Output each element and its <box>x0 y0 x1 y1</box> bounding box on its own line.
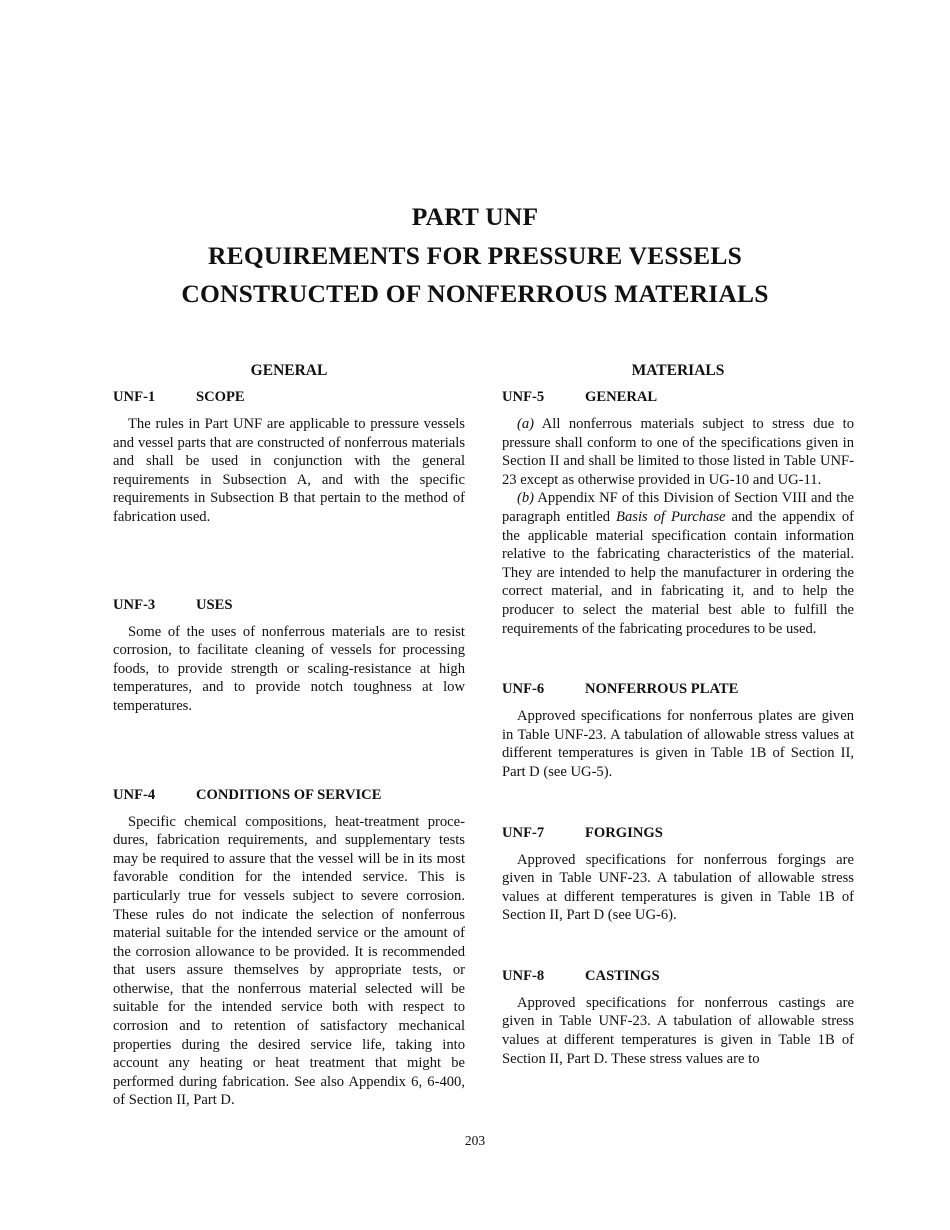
paragraph-b-label: (b) <box>517 490 535 507</box>
section-unf-7 <box>502 824 854 925</box>
section-unf-5 <box>502 388 854 638</box>
page-title <box>0 198 950 314</box>
right-column <box>502 360 854 1068</box>
section-number: UNF-8 <box>502 967 545 984</box>
section-paragraph: Some of the uses of nonferrous materials are to resist corrosion, to facilitate cleaning of vessels for processing foods, to provide strength or scaling-resistance at high temperatures, and to provide notch toughness at low temperatures. <box>113 623 465 714</box>
paragraph-a-text: All nonferrous materials subject to stress due to pressure shall conform to one of the specifications given in Section II and shall be limited to those listed in Table UNF-23 except as otherwise provided in UG-10 and UG-11. <box>502 416 855 488</box>
section-paragraph: Specific chemical compositions, heat-treatment procedures, fabrication requirements, and supplementary tests may be required to assure that the vessel will be in its most favorable condition for the intended service. This is particularly true for vessels subject to severe corrosion. These rules do not indicate the selection of nonferrous material suitable for the intended service or the amount of the corrosion allowance to be provided. It is recommended that users assure themselves by appropriate tests, or otherwise, that the nonferrous material selected will be suitable for the intended service both with respect to corrosion and to retention of satisfactory mechanical properties during the desired service life, taking into account any heating or heat treatment that might be performed during fabrication. See also Appendix 6, 6-400, of Section II, Part D. <box>113 813 465 1109</box>
section-title: GENERAL <box>585 389 658 405</box>
section-paragraph: The rules in Part UNF are applicable to pressure vessels and vessel parts that are constructed of nonferrous materials and shall be used in conjunction with the general requirements in Subsection A, and with the specific requirements in Subsection B that pertain to the method of fabrication used. <box>113 416 465 525</box>
section-heading <box>502 824 854 842</box>
section-number: UNF-7 <box>502 824 545 841</box>
section-title: FORGINGS <box>585 824 663 841</box>
section-unf-4 <box>113 786 465 1111</box>
left-column <box>113 360 465 1110</box>
title-line-3: CONSTRUCTED OF NONFERROUS MATERIALS <box>181 279 769 308</box>
paragraph-b-text-1: Appendix NF of this Division of Section VIII and the paragraph entitled <box>502 490 855 525</box>
section-unf-8 <box>502 967 854 1068</box>
section-title: USES <box>196 596 233 613</box>
section-number: UNF-4 <box>113 786 156 803</box>
section-heading <box>502 680 854 698</box>
materials-heading: MATERIALS <box>631 362 725 379</box>
section-paragraph: Approved specifications for nonferrous forgings are given in Table UNF-23. A tabulation of allowable stress values at different temperatures is given in Table 1B of Section II, Part D (see UG-6). <box>502 851 854 924</box>
paragraph-b <box>502 489 854 638</box>
section-title: CASTINGS <box>585 967 660 984</box>
section-unf-1 <box>113 388 465 527</box>
page-number: 203 <box>464 1133 486 1148</box>
paragraph-b-italic: Basis of Purchase <box>616 508 726 525</box>
section-unf-3 <box>113 596 465 716</box>
section-unf-6 <box>502 680 854 781</box>
section-paragraph: Approved specifications for nonferrous castings are given in Table UNF-23. A tabulation of allowable stress values at different temperatures is given in Table 1B of Section II, Part D. These stress values are to <box>502 994 854 1067</box>
section-heading <box>113 596 465 614</box>
section-title: NONFERROUS PLATE <box>585 681 739 698</box>
section-heading <box>113 388 465 406</box>
section-heading <box>113 786 465 804</box>
section-heading <box>502 967 854 985</box>
title-line-2: REQUIREMENTS FOR PRESSURE VESSELS <box>208 240 742 270</box>
section-number: UNF-6 <box>502 681 545 698</box>
section-number: UNF-1 <box>113 389 156 405</box>
section-title: CONDITIONS OF SERVICE <box>196 786 382 803</box>
paragraph-a <box>502 415 854 489</box>
section-title: SCOPE <box>196 389 245 405</box>
paragraph-a-label: (a) <box>517 416 535 432</box>
title-line-1: PART UNF <box>411 202 539 231</box>
section-heading <box>502 388 854 406</box>
section-number: UNF-3 <box>113 596 156 613</box>
general-heading: GENERAL <box>250 362 328 379</box>
section-number: UNF-5 <box>502 389 545 405</box>
section-paragraph: Approved specifications for nonferrous plates are given in Table UNF-23. A tabulation of allowable stress values at different temperatures is given in Table 1B of Section II, Part D (see UG-5). <box>502 708 854 780</box>
paragraph-b-text-2: and the appendix of the applicable material specification contain information relative to the fabricating characteristics of the material. They are intended to help the manufacturer in ordering the correct material, and in fabricating it, and to help the producer to select the material best able to fulfill the requirements of the fabricating procedures to be used. <box>502 508 854 637</box>
